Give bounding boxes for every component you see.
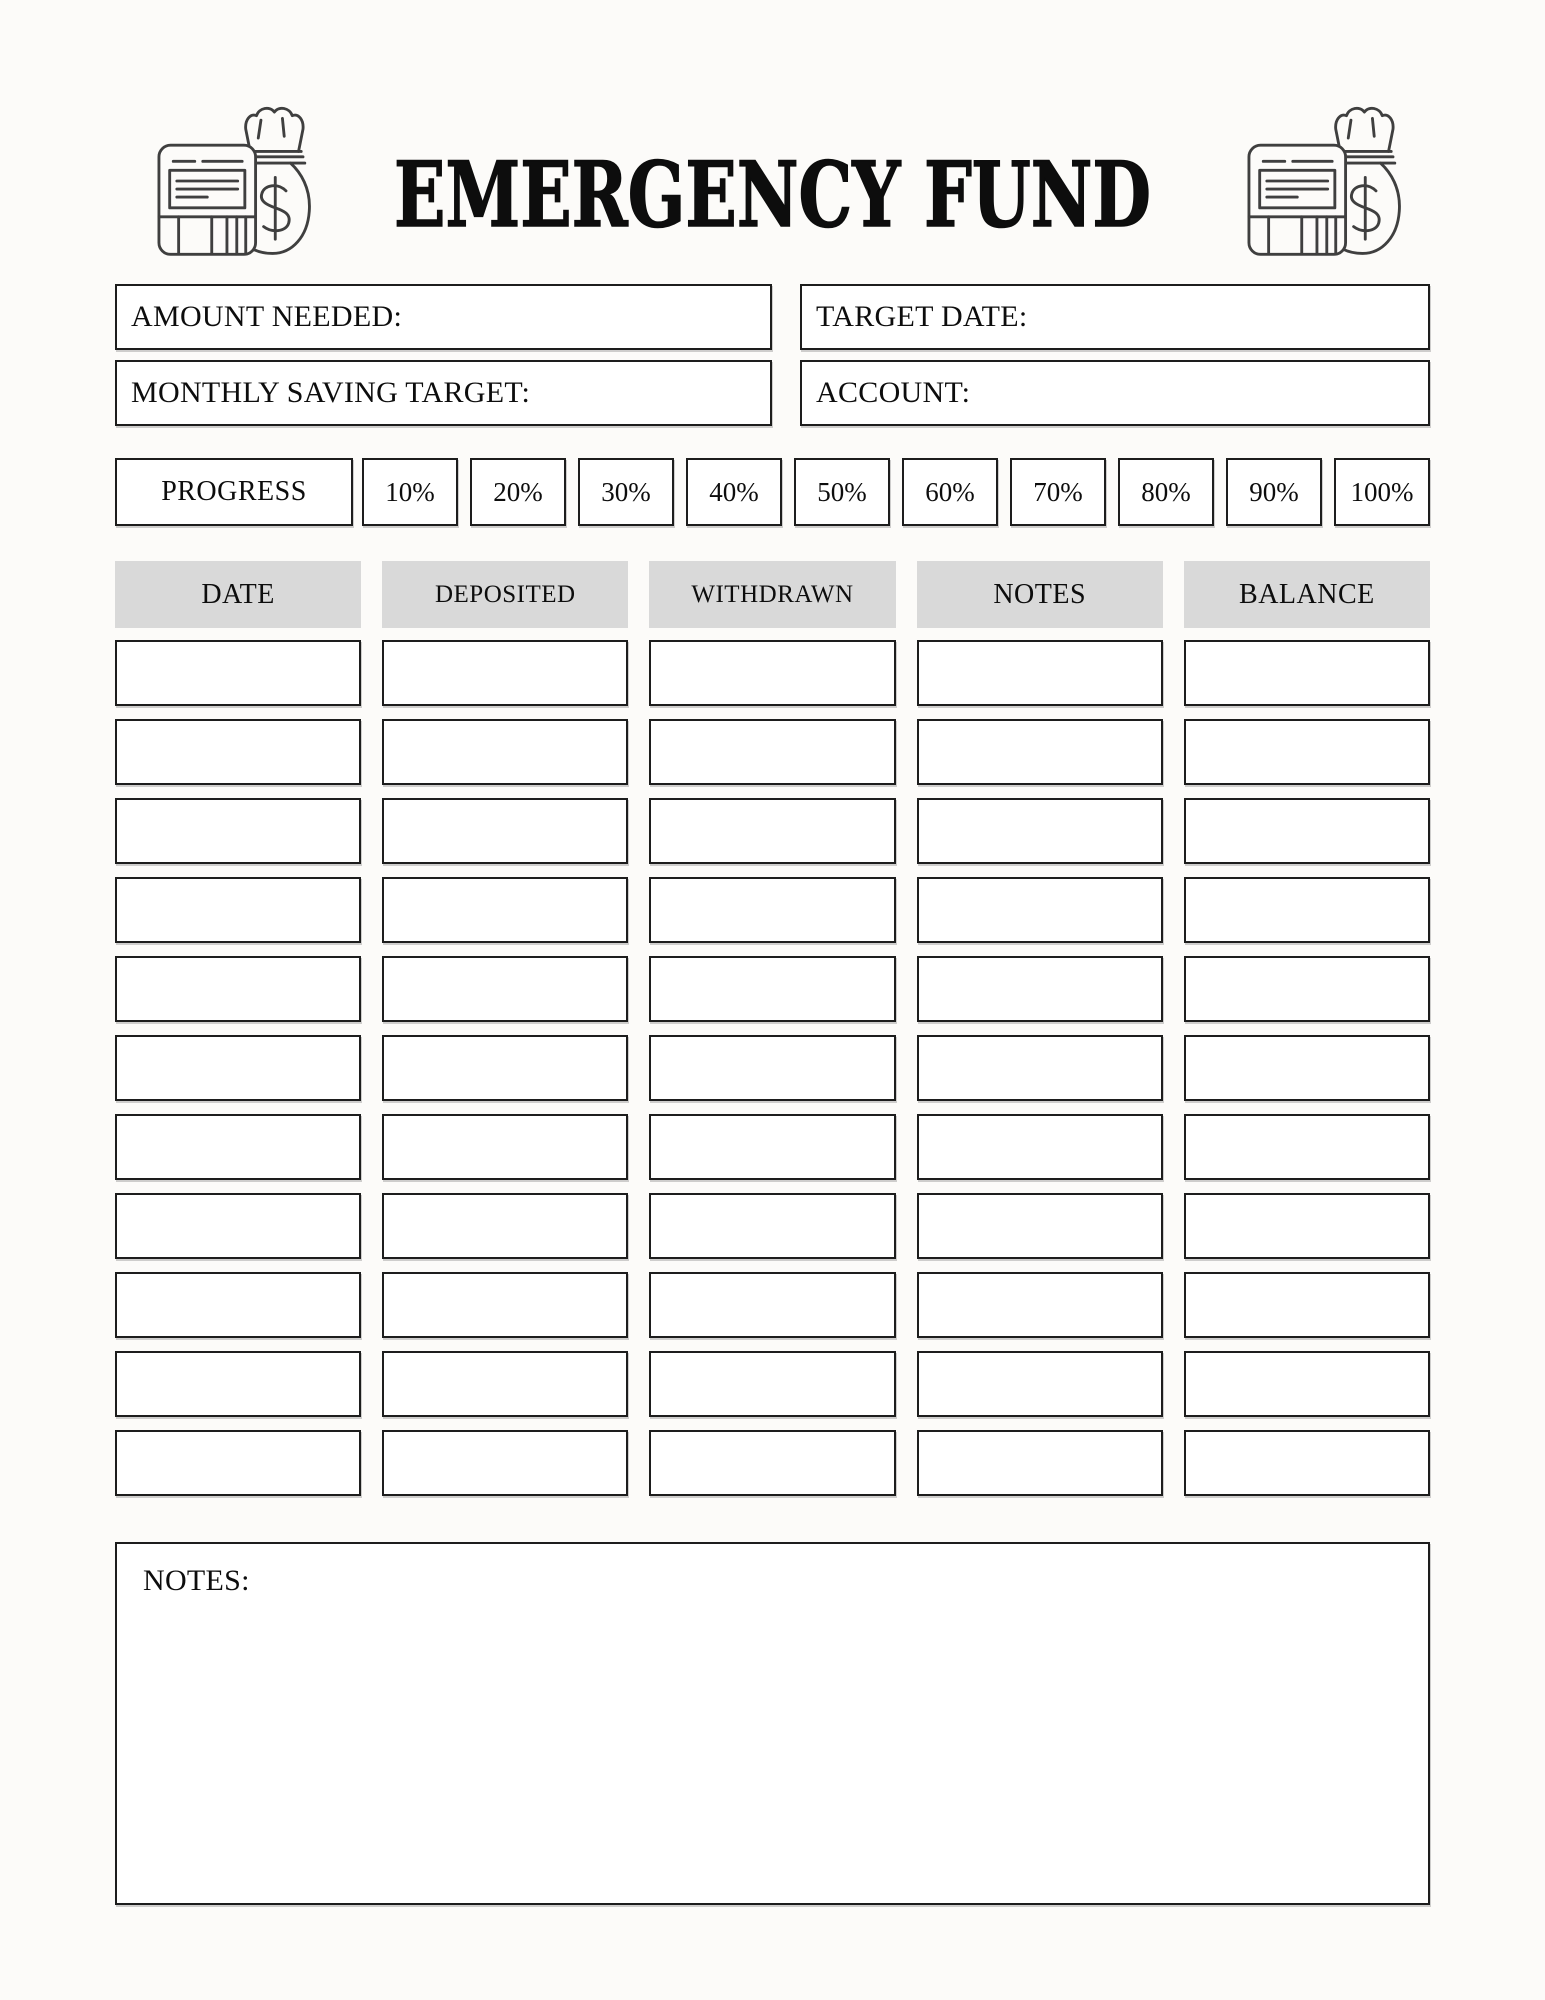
table-cell[interactable] <box>115 877 361 943</box>
table-cell[interactable] <box>1184 1272 1430 1338</box>
column-header-withdrawn: WITHDRAWN <box>649 561 895 628</box>
progress-step-70[interactable]: 70% <box>1010 458 1106 526</box>
table-cell[interactable] <box>917 1272 1163 1338</box>
table-cell[interactable] <box>1184 798 1430 864</box>
table-cell[interactable] <box>649 1272 895 1338</box>
table-cell[interactable] <box>115 1430 361 1496</box>
monthly-saving-target-label: MONTHLY SAVING TARGET: <box>131 376 531 409</box>
table-row <box>115 1114 1430 1180</box>
target-date-label: TARGET DATE: <box>816 300 1028 333</box>
column-header-deposited: DEPOSITED <box>382 561 628 628</box>
table-row <box>115 1035 1430 1101</box>
table-cell[interactable] <box>1184 1193 1430 1259</box>
table-cell[interactable] <box>115 1035 361 1101</box>
table-cell[interactable] <box>917 877 1163 943</box>
table-header <box>115 561 1430 628</box>
progress-step-50[interactable]: 50% <box>794 458 890 526</box>
table-cell[interactable] <box>917 640 1163 706</box>
amount-needed-label: AMOUNT NEEDED: <box>131 300 403 333</box>
table-cell[interactable] <box>649 640 895 706</box>
table-cell[interactable] <box>1184 719 1430 785</box>
table-cell[interactable] <box>917 798 1163 864</box>
table-cell[interactable] <box>382 956 628 1022</box>
table-cell[interactable] <box>649 1351 895 1417</box>
table-cell[interactable] <box>649 1430 895 1496</box>
progress-step-80[interactable]: 80% <box>1118 458 1214 526</box>
notes-value[interactable] <box>250 1544 262 1564</box>
table-cell[interactable] <box>649 1193 895 1259</box>
table-row <box>115 1272 1430 1338</box>
table-cell[interactable] <box>649 719 895 785</box>
notes-label: NOTES: <box>143 1564 250 1597</box>
table-cell[interactable] <box>649 956 895 1022</box>
table-cell[interactable] <box>115 1193 361 1259</box>
table-cell[interactable] <box>1184 1114 1430 1180</box>
progress-step-100[interactable]: 100% <box>1334 458 1430 526</box>
table-cell[interactable] <box>1184 1035 1430 1101</box>
table-cell[interactable] <box>382 1351 628 1417</box>
progress-step-40[interactable]: 40% <box>686 458 782 526</box>
table-cell[interactable] <box>917 1035 1163 1101</box>
progress-label-box <box>115 458 353 526</box>
table-cell[interactable] <box>115 798 361 864</box>
table-cell[interactable] <box>649 1035 895 1101</box>
table-cell[interactable] <box>917 1193 1163 1259</box>
notes-box[interactable] <box>115 1542 1430 1905</box>
table-cell[interactable] <box>382 719 628 785</box>
table-cell[interactable] <box>917 1351 1163 1417</box>
page-title: EMERGENCY FUND <box>394 142 1151 248</box>
table-cell[interactable] <box>382 1114 628 1180</box>
table-cell[interactable] <box>1184 956 1430 1022</box>
progress-step-60[interactable]: 60% <box>902 458 998 526</box>
progress-step-10[interactable]: 10% <box>362 458 458 526</box>
table-cell[interactable] <box>382 798 628 864</box>
table-cell[interactable] <box>115 719 361 785</box>
table-cell[interactable] <box>917 1430 1163 1496</box>
table-row <box>115 640 1430 706</box>
progress-steps <box>362 458 1430 526</box>
table-cell[interactable] <box>1184 1351 1430 1417</box>
table-body <box>115 640 1430 1509</box>
amount-needed-field[interactable] <box>115 284 772 350</box>
table-cell[interactable] <box>382 1193 628 1259</box>
money-bag-top <box>246 108 303 151</box>
table-cell[interactable] <box>917 1114 1163 1180</box>
table-cell[interactable] <box>115 956 361 1022</box>
table-cell[interactable] <box>1184 640 1430 706</box>
table-cell[interactable] <box>649 1114 895 1180</box>
table-cell[interactable] <box>649 877 895 943</box>
table-cell[interactable] <box>115 1351 361 1417</box>
column-header-date: DATE <box>115 561 361 628</box>
table-cell[interactable] <box>917 956 1163 1022</box>
table-cell[interactable] <box>115 1114 361 1180</box>
table-row <box>115 719 1430 785</box>
account-label: ACCOUNT: <box>816 376 971 409</box>
table-cell[interactable] <box>1184 877 1430 943</box>
table-cell[interactable] <box>382 877 628 943</box>
target-date-field[interactable] <box>800 284 1430 350</box>
progress-label: PROGRESS <box>161 476 307 507</box>
table-cell[interactable] <box>382 1035 628 1101</box>
progress-step-90[interactable]: 90% <box>1226 458 1322 526</box>
table-cell[interactable] <box>115 640 361 706</box>
table-cell[interactable] <box>382 640 628 706</box>
table-cell[interactable] <box>382 1430 628 1496</box>
column-header-balance: BALANCE <box>1184 561 1430 628</box>
table-row <box>115 956 1430 1022</box>
table-row <box>115 1193 1430 1259</box>
table-row <box>115 877 1430 943</box>
table-cell[interactable] <box>382 1272 628 1338</box>
table-cell[interactable] <box>115 1272 361 1338</box>
progress-step-20[interactable]: 20% <box>470 458 566 526</box>
table-cell[interactable] <box>649 798 895 864</box>
table-row <box>115 1430 1430 1496</box>
progress-step-30[interactable]: 30% <box>578 458 674 526</box>
table-cell[interactable] <box>917 719 1163 785</box>
account-field[interactable] <box>800 360 1430 426</box>
table-cell[interactable] <box>1184 1430 1430 1496</box>
table-row <box>115 1351 1430 1417</box>
table-row <box>115 798 1430 864</box>
column-header-notes: NOTES <box>917 561 1163 628</box>
monthly-saving-target-field[interactable] <box>115 360 772 426</box>
